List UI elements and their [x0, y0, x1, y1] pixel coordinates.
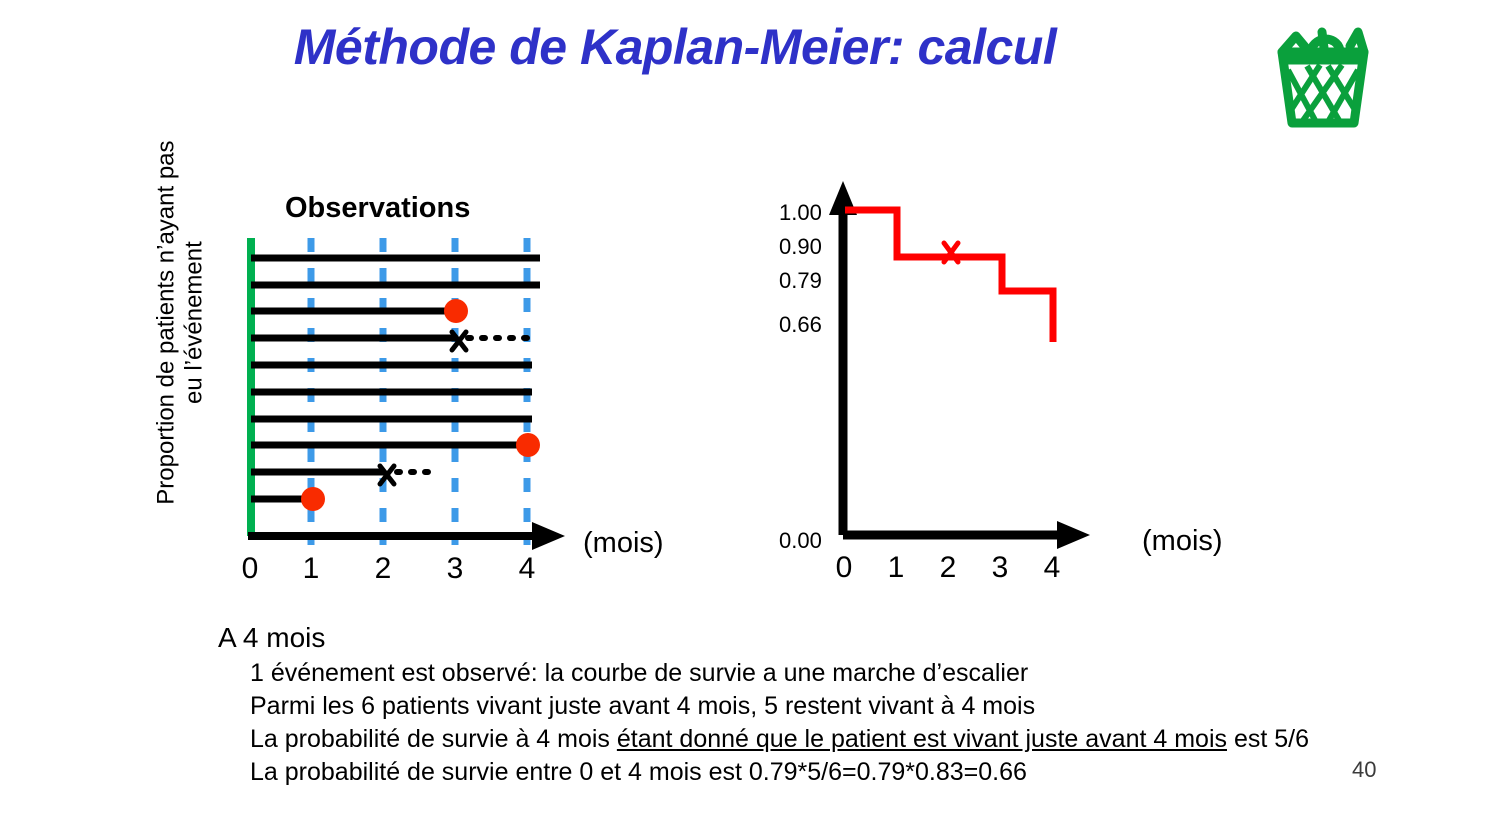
km-y-axis-title-line1: Proportion de patients n’ayant pas: [152, 140, 180, 505]
notes-underlined-run: étant donné que le patient est vivant juste avant 4 mois: [616, 725, 1227, 753]
obs-tick-2: 2: [374, 552, 392, 585]
notes-run: La probabilité de survie à 4 mois: [250, 725, 617, 753]
km-y-axis-title-line2: eu l’événement: [180, 241, 207, 404]
km-tick-0: 0: [835, 551, 853, 584]
km-tick-4: 4: [1043, 551, 1061, 584]
km-tick-1: 1: [887, 551, 905, 584]
km-ytick-5: 0.00: [779, 528, 822, 553]
obs-tick-1: 1: [302, 552, 320, 585]
km-ytick-1: 1.00: [779, 200, 822, 225]
km-ytick-3: 0.79: [779, 268, 822, 293]
obs-tick-4: 4: [518, 552, 536, 585]
observations-chart: [220, 180, 640, 560]
km-tick-3: 3: [991, 551, 1009, 584]
obs-tick-3: 3: [446, 552, 464, 585]
km-tick-2: 2: [939, 551, 957, 584]
page-title: Méthode de Kaplan-Meier: calcul: [293, 19, 1057, 75]
kaplan-meier-chart: [695, 175, 1155, 595]
notes-line: [250, 690, 1309, 723]
km-ytick-2: 0.90: [779, 234, 822, 259]
notes-run: La probabilité de survie entre 0 et 4 mois est 0.79*5/6=0.79*0.83=0.66: [250, 758, 1027, 786]
patient-followup-lines: [251, 258, 540, 499]
km-x-axis: [843, 521, 1090, 549]
censored-dotted-lines: [397, 338, 532, 472]
obs-axis-unit: (mois): [583, 527, 664, 559]
obs-tick-0: 0: [241, 552, 259, 585]
notes-list: [250, 657, 1309, 789]
survival-step-curve: [845, 210, 1053, 342]
km-y-axis-title: [152, 123, 207, 523]
notes-run: est 5/6: [1227, 725, 1309, 753]
notes-run: Parmi les 6 patients vivant juste avant 4 mois, 5 restent vivant à 4 mois: [250, 692, 1036, 720]
observations-heading: Observations: [285, 192, 471, 224]
notes-line: [250, 756, 1309, 789]
notes-line: [250, 657, 1309, 690]
observations-x-axis: [248, 522, 565, 550]
km-axis-unit: (mois): [1142, 525, 1223, 557]
green-basket-icon: [1262, 18, 1384, 133]
km-y-axis: [829, 181, 857, 535]
km-ytick-4: 0.66: [779, 312, 822, 337]
page-number: 40: [1352, 757, 1377, 782]
notes-heading: A 4 mois: [218, 622, 326, 653]
notes-run: 1 événement est observé: la courbe de survie a une marche d’escalier: [250, 659, 1029, 687]
event-markers: [301, 299, 540, 511]
notes-line: [250, 723, 1309, 756]
